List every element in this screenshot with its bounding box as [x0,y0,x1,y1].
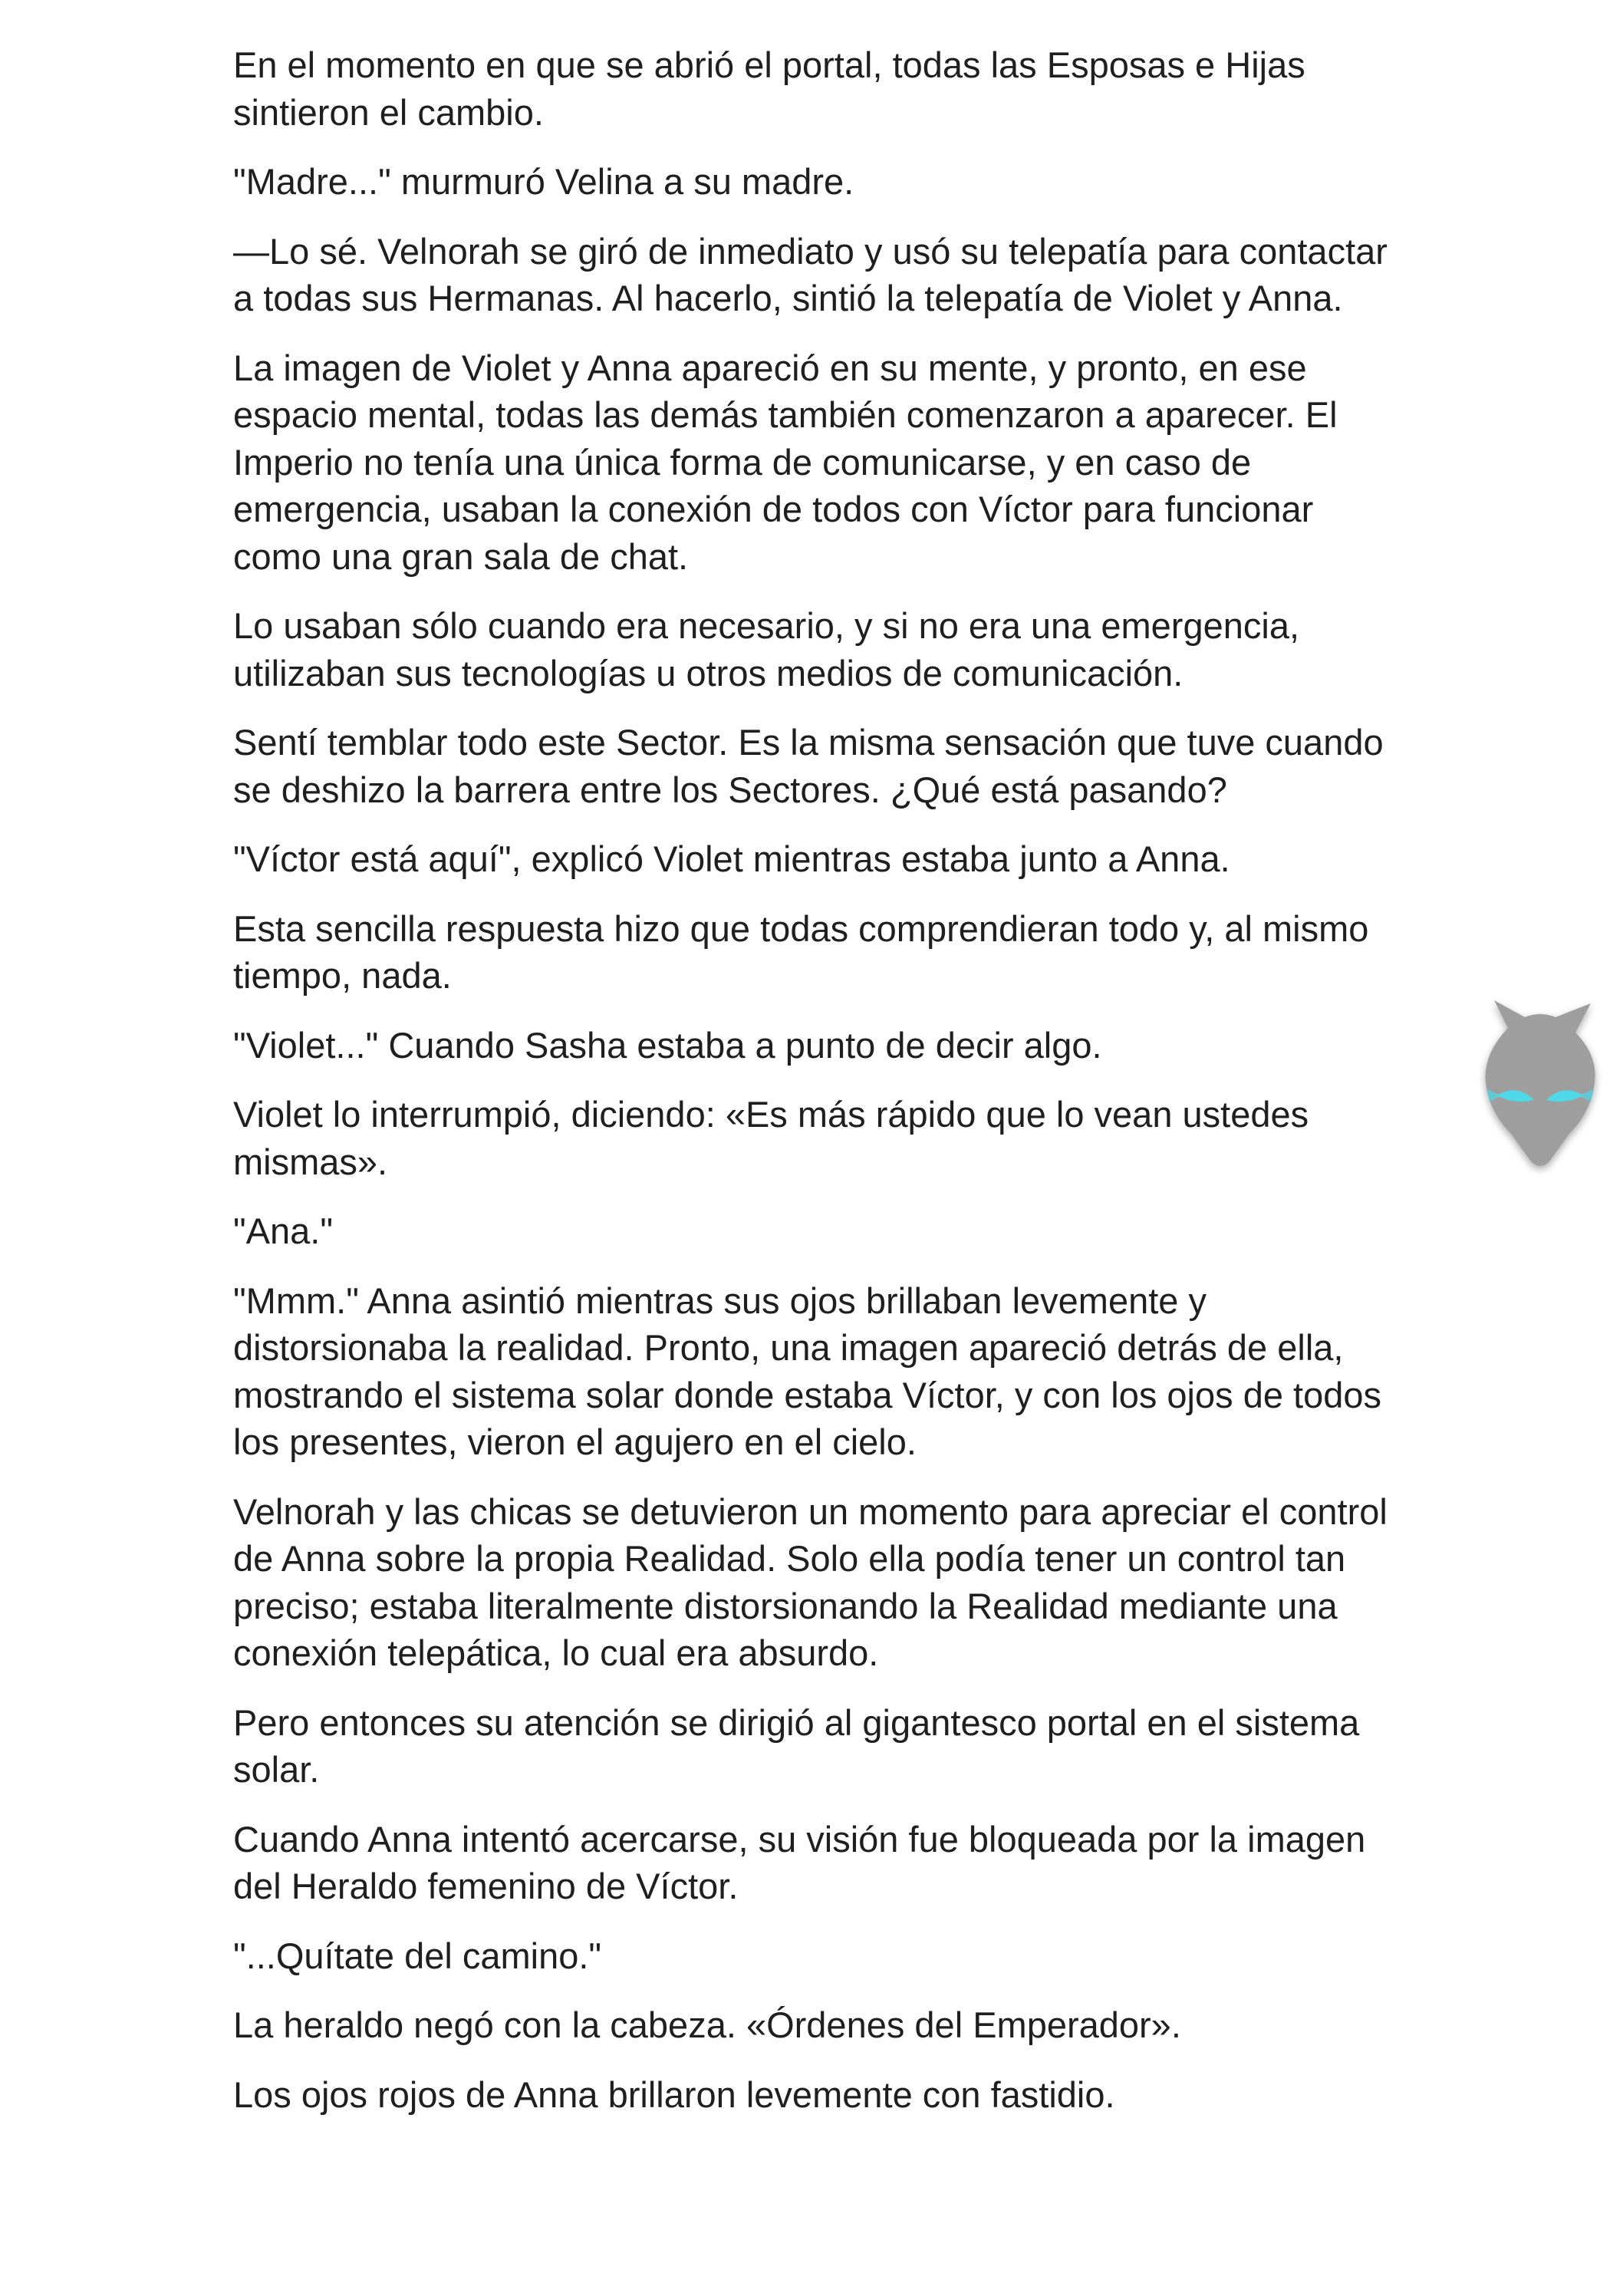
paragraph: Los ojos rojos de Anna brillaron levemente con fastidio. [233,2074,1115,2115]
demon-head-icon [1463,997,1617,1174]
paragraph: Cuando Anna intentó acercarse, su visión fue bloqueada por la imagen del Heraldo femenino de Víctor. [233,1818,1366,1906]
paragraph: La imagen de Violet y Anna apareció en su mente, y pronto, en ese espacio mental, todas las demás también comenzaron a aparecer. El Imperio no tenía una única forma de comunicarse, y en caso de emergencia, usaban la conexión de todos con Víctor para funcionar como una gran sala de chat. [233,347,1338,577]
paragraph: Velnorah y las chicas se detuvieron un momento para apreciar el control de Anna sobre la propia Realidad. Solo ella podía tener un control tan preciso; estaba literalmente distorsionando la Realidad mediante una conexión telepática, lo cual era absurdo. [233,1491,1388,1673]
paragraph: "Violet..." Cuando Sasha estaba a punto de decir algo. [233,1024,1102,1066]
paragraph: "...Quítate del camino." [233,1935,602,1976]
paragraph: "Madre..." murmuró Velina a su madre. [233,161,854,202]
paragraph: Pero entonces su atención se dirigió al gigantesco portal en el sistema solar. [233,1701,1360,1790]
paragraph: Sentí temblar todo este Sector. Es la misma sensación que tuve cuando se deshizo la barrera entre los Sectores. ¿Qué está pasando? [233,722,1384,810]
paragraph: —Lo sé. Velnorah se giró de inmediato y usó su telepatía para contactar a todas sus Hermanas. Al hacerlo, sintió la telepatía de Violet y Anna. [233,230,1388,318]
paragraph: En el momento en que se abrió el portal, todas las Esposas e Hijas sintieron el cambio. [233,44,1305,133]
paragraph: "Mmm." Anna asintió mientras sus ojos brillaban levemente y distorsionaba la realidad. Pronto, una imagen apareció detrás de ella, mostrando el sistema solar donde estaba Víctor, y con los ojos de todos los presentes, vieron el agujero en el cielo. [233,1280,1382,1462]
paragraph: Lo usaban sólo cuando era necesario, y si no era una emergencia, utilizaban sus tecnologías u otros medios de comunicación. [233,605,1300,693]
paragraph: Esta sencilla respuesta hizo que todas comprendieran todo y, al mismo tiempo, nada. [233,908,1369,996]
paragraph: Violet lo interrumpió, diciendo: «Es más rápido que lo vean ustedes mismas». [233,1094,1309,1182]
document-body [233,41,1399,2140]
paragraph: La heraldo negó con la cabeza. «Órdenes del Emperador». [233,2004,1181,2045]
watermark-logo [1463,997,1617,1174]
paragraph: "Ana." [233,1211,334,1251]
paragraph: "Víctor está aquí", explicó Violet mientras estaba junto a Anna. [233,838,1230,879]
